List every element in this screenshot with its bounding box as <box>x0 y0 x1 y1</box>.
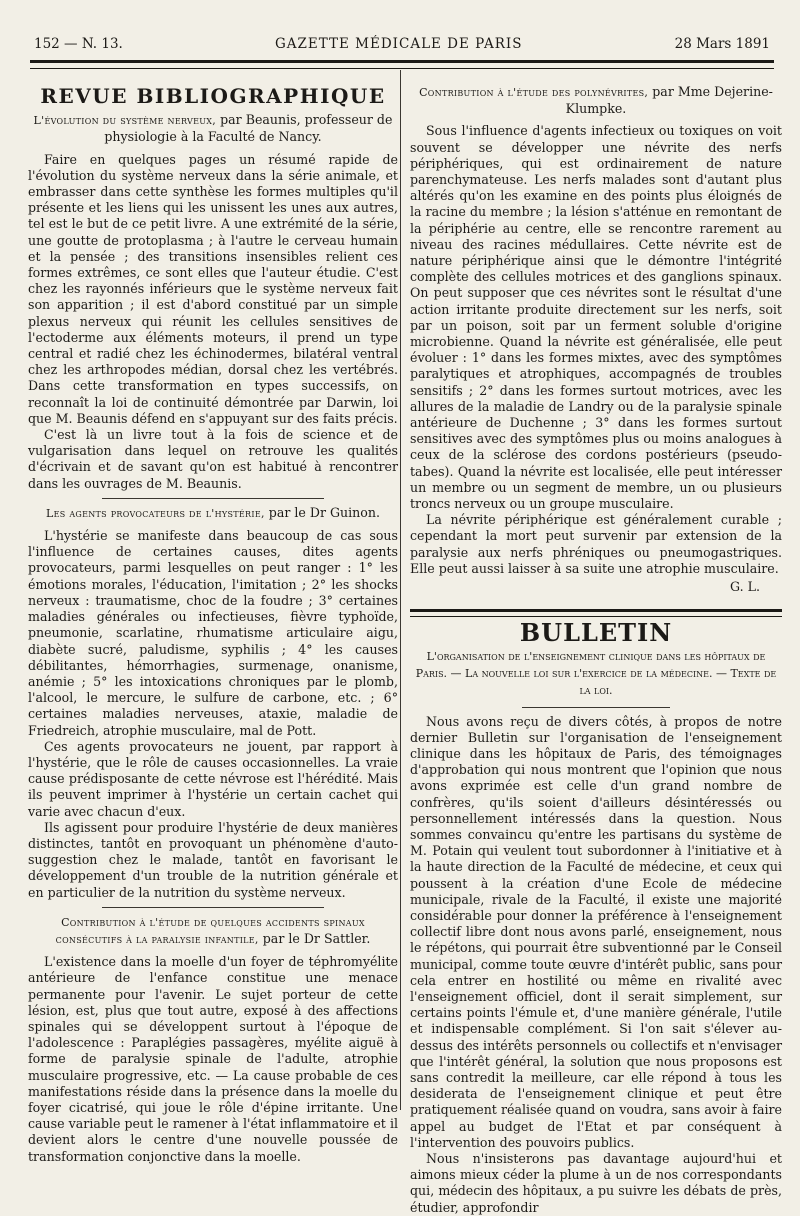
article-rule <box>102 907 324 908</box>
paragraph: Ils agissent pour produire l'hystérie de deux manières distinctes, tantôt en provoquant un phénomène d'auto-suggestion chez le malade, tantôt en favorisant le développement d'un trouble de la nutrition générale et en particulier de la nutrition du système nerveux. <box>28 819 398 900</box>
journal-title: GAZETTE MÉDICALE DE PARIS <box>274 36 523 52</box>
page-number: 152 — N. 13. <box>34 36 123 52</box>
paragraph: Nous avons reçu de divers côtés, à propos de notre dernier Bulletin sur l'organisation de l'enseignement clinique dans les hôpitaux de Paris, des témoignages d'approbation qui nous montrent que l'opinion que nous avons exprimée est celle d'un grand nombre de confrères, qu'ils soient d'ailleurs désintéressés ou personnellement intéressés dans la question. Nous sommes convaincu qu'entre les partisans du système de M. Potain qui veulent tout subordonner à l'initiative et à la haute direction de la Faculté de médecine, et ceux qui poussent à la création d'une Ecole de médecine municipale, rivale de la Faculté, il existe une majorité considérable pour donner la préférence à l'enseignement collectif libre dont nous avons parlé, enseignement, nous le répétons, qui pourrait être subventionné par le Conseil municipal, comme toute œuvre d'intérêt public, sans pour cela entrer en hostilité ou même en rivalité avec l'enseignement officiel, dont il serait simplement, sur certains points l'émule et, d'une manière générale, l'utile et indispensable complément. Si l'on sait s'élever au-dessus des intérêts personnels ou collectifs et n'envisager que l'intérêt général, la solution que nous proposons est sans contredit la meilleure, car elle répond à tous les desiderata de l'enseignement clinique et peut être pratiquement réalisée quand on voudra, sans avoir à faire appel au budget de l'Etat et par conséquent à l'intervention des pouvoirs publics. <box>410 713 782 1150</box>
running-head <box>34 36 770 56</box>
section-title: REVUE BIBLIOGRAPHIQUE <box>40 84 386 108</box>
paragraph: C'est là un livre tout à la fois de science et de vulgarisation dans lequel on retrouve les qualités d'écrivain et de savant qu'on est habitué à rencontrer dans les ouvrages de M. Beaunis. <box>28 427 398 491</box>
article-heading <box>28 112 398 145</box>
section-rule <box>410 609 782 617</box>
paragraph: Faire en quelques pages un résumé rapide de l'évolution du système nerveux dans la série animale, et embrasser dans cette synthèse les formes multiples qu'il présente et les liens qui les unissent les unes aux autres, tel est le but de ce petit livre. A une extrémité de la série, une goutte de protoplasma ; à l'autre le cerveau humain et la pensée ; des transitions insensibles relient ces formes extrêmes, ce sont elles que l'auteur étudie. C'est chez les rayonnés inférieurs que le système nerveux fait son apparition ; il est d'abord constitué par un simple plexus nerveux qui réunit les cellules sensitives de l'ectoderme aux éléments moteurs, il prend un type central et radié chez les échinodermes, bilatéral ventral chez les arthropodes médian, dorsal chez les vertébrés. Dans cette transformation en types successifs, on reconnaît la loi de continuité démontrée par Darwin, loi que M. Beaunis défend en s'appuyant sur des faits précis. <box>28 151 398 426</box>
article-title: Les agents provocateurs de l'hystérie, <box>46 506 265 520</box>
article-byline: par le Dr Guinon. <box>268 504 380 520</box>
paragraph: Ces agents provocateurs ne jouent, par rapport à l'hystérie, que le rôle de causes occasionnelles. La vraie cause prédisposante de cette névrose est l'hérédité. Mais ils peuvent imprimer à l'hystérie un certain cachet qui varie avec chacun d'eux. <box>28 738 398 819</box>
article-byline: par le Dr Sattler. <box>262 930 371 946</box>
paragraph: L'hystérie se manifeste dans beaucoup de cas sous l'influence de certaines causes, dites agents provocateurs, parmi lesquelles on peut ranger : 1° les émotions morales, l'éducation, l'imitation ; 2° les shocks nerveux : traumatisme, choc de la foudre ; 3° certaines maladies générales ou infectieuses, fièvre typhoïde, pneumonie, scarlatine, rhumatisme articulaire aigu, diabète sucré, paludisme, syphilis ; 4° les causes débilitantes, hémorrhagies, surmenage, onanisme, anémie ; 5° les intoxications chroniques par le plomb, l'alcool, le mercure, le sulfure de carbone, etc. ; 6° certaines maladies nerveuses, ataxie, maladie de Friedreich, atrophie musculaire, mal de Pott. <box>28 528 398 738</box>
signature: G. L. <box>730 579 760 595</box>
article-title: Contribution à l'étude des polynévrites, <box>419 86 649 99</box>
header-rule <box>30 60 774 69</box>
paragraph: Nous n'insisterons pas davantage aujourd'hui et aimons mieux céder la plume à un de nos correspondants qui, médecin des hôpitaux, a pu suivre les débats de près, étudier, approfondir <box>410 1150 782 1215</box>
article-title: L'évolution du système nerveux, <box>33 114 217 128</box>
column-divider <box>400 70 401 1110</box>
issue-date: 28 Mars 1891 <box>674 36 770 52</box>
left-column <box>28 78 398 1165</box>
article-heading <box>410 84 782 117</box>
right-column <box>410 78 782 1216</box>
bulletin-title: BULLETIN <box>519 618 673 648</box>
paragraph: La névrite périphérique est généralement curable ; cependant la mort peut survenir par extension de la paralysie aux nerfs phréniques ou pneumogastriques. Elle peut aussi laisser à sa suite une atrophie musculaire. <box>410 512 782 576</box>
article-heading <box>28 505 398 522</box>
paragraph: Sous l'influence d'agents infectieux ou toxiques on voit souvent se développer une névrite des nerfs périphériques, qui est ordinairement de nature parenchymateuse. Les nerfs malades sont d'autant plus altérés qu'on les examine en des points plus éloignés de la racine du membre ; la lésion s'atténue en remontant de la périphérie au centre, elle se rencontre rarement au niveau des racines médullaires. Cette névrite est de nature périphérique ainsi que le démontre l'intégrité complète des cellules motrices et des ganglions spinaux. On peut supposer que ces névrites sont le résultat d'une action irritante produite directement sur les nerfs, soit par un poison, soit par un ferment soluble d'origine microbienne. Quand la névrite est généralisée, elle peut évoluer : 1° dans les formes mixtes, avec des symptômes paralytiques et atrophiques, accompagnés de troubles sensitifs ; 2° dans les formes surtout motrices, avec les allures de la maladie de Landry ou de la paralysie spinale antérieure de Duchenne ; 3° dans les formes surtout sensitives avec des symptômes plus ou moins analogues à ceux de la sclérose des cordons postérieurs (pseudo-tabes). Quand la névrite est localisée, elle peut intéresser un membre ou un segment de membre, un ou plusieurs troncs nerveux ou un groupe musculaire. <box>410 123 782 512</box>
bulletin-rule <box>522 707 671 708</box>
paragraph: L'existence dans la moelle d'un foyer de téphromyélite antérieure de l'enfance constitue une menace permanente pour l'avenir. Le sujet porteur de cette lésion, est, plus que tout autre, exposé à des affections spinales qui se développent surtout à l'époque de l'adolescence : Paraplégies passagères, myélite aiguë à forme de paralysie spinale de l'adulte, atrophie musculaire progressive, etc. — La cause probable de ces manifestations réside dans la présence dans la moelle du foyer cicatrisé, qui joue le rôle d'épine irritante. Une cause variable peut le ramener à l'état inflammatoire et il devient alors le centre d'une nouvelle poussée de transformation conjonctive dans la moelle. <box>28 954 398 1164</box>
article-byline: par Beaunis, professeur de physiologie à la Faculté de Nancy. <box>104 112 393 145</box>
article-byline: par Mme Dejerine-Klumpke. <box>565 84 773 117</box>
article-title: Contribution à l'étude de quelques accidents spinaux consécutifs à la paralysie infantile, <box>55 915 365 946</box>
article-rule <box>102 498 324 499</box>
article-heading <box>28 914 398 948</box>
bulletin-heading: L'organisation de l'enseignement clinique dans les hôpitaux de Paris. — La nouvelle loi sur l'exercice de la médecine. — Texte de la loi. <box>415 649 777 697</box>
